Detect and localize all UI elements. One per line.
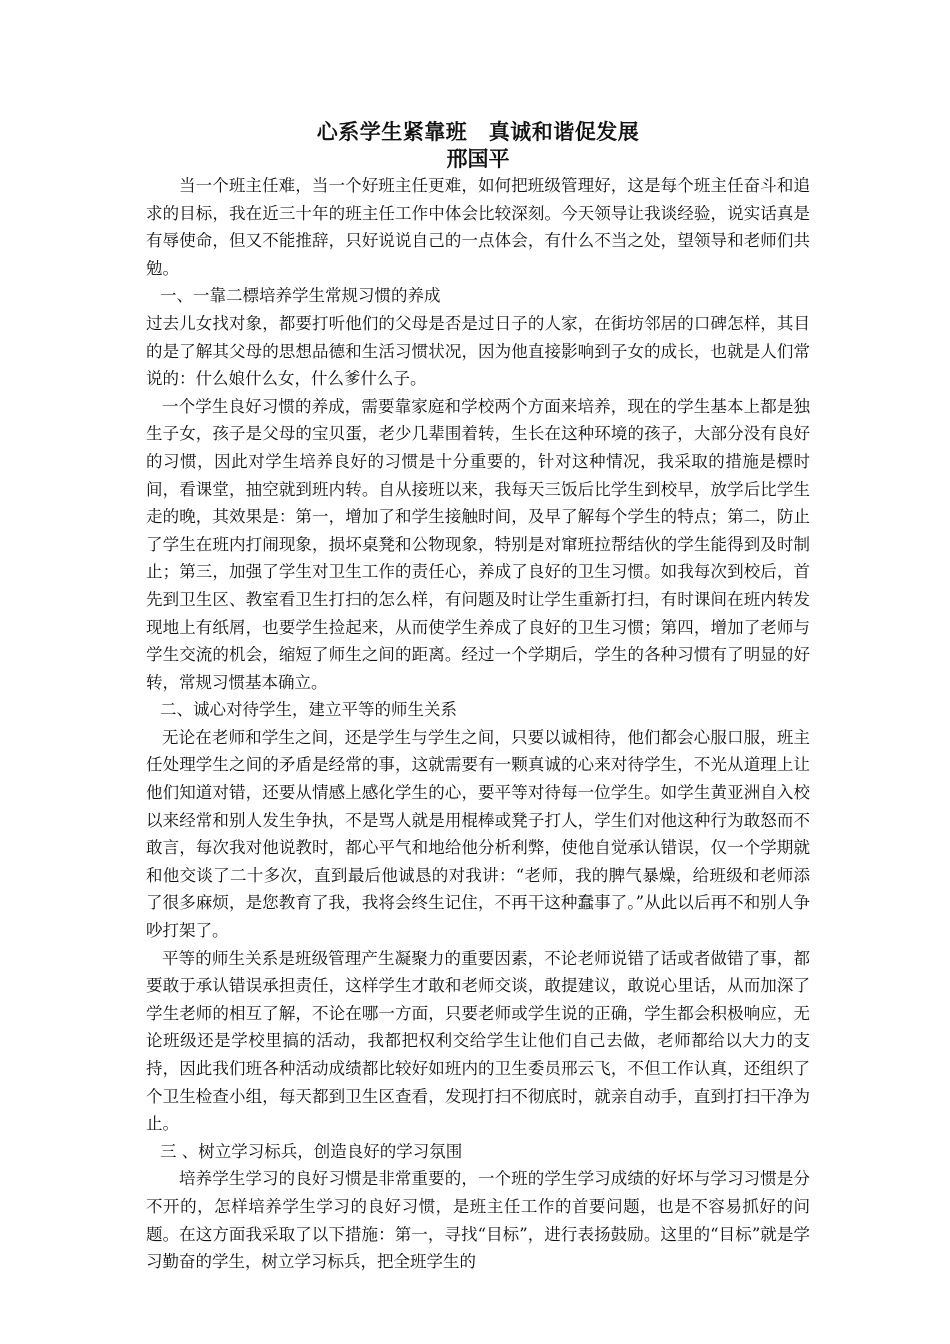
- section-1-heading: 一、一靠二標培养学生常规习惯的养成: [160, 286, 441, 306]
- section-2-heading: 二、诚心对待学生，建立平等的师生关系: [160, 700, 457, 720]
- section-1-paragraph-1: 过去儿女找对象，都要打听他们的父母是否是过日子的人家，在街坊邻居的口碑怎样，其目的是了解其父母的思想品德和生活习惯状况，因为他直接影响到子女的成长，也就是人们常说的：什么娘什么女，什么爹什么子。: [146, 313, 810, 389]
- section-2-paragraph-1: 无论在老师和学生之间，还是学生与学生之间，只要以诚相待，他们都会心服口服，班主任处理学生之间的矛盾是经常的事，这就需要有一颗真诚的心来对待学生，不光从道理上让他们知道对错，还要从情感上感化学生的心，要平等对待每一位学生。如学生黄亚洲自入校以来经常和别人发生争执，不是骂人就是用棍棒或凳子打人，学生们对他这种行为敢怒而不敢言，每次我对他说教时，都心平气和地给他分析利弊，使他自觉承认错误，仅一个学期就和他交谈了二十多次，直到最后他诚恳的对我讲：“老师，我的脾气暴燥，给班级和老师添了很多麻烦，是您教育了我，我将会终生记住，不再干这种蠢事了。”从此以后再不和别人争吵打架了。: [146, 727, 810, 941]
- section-3-heading: 三 、树立学习标兵，创造良好的学习氛围: [160, 1141, 463, 1161]
- intro-paragraph: 当一个班主任难，当一个好班主任更难，如何把班级管理好，这是每个班主任奋斗和追求的目标，我在近三十年的班主任工作中体会比较深刻。今天领导让我谈经验，说实话真是有辱使命，但又不能推辞，只好说说自己的一点体会，有什么不当之处，望领导和老师们共勉。: [146, 176, 810, 278]
- document-title: 心系学生紧靠班 真诚和谐促发展: [316, 119, 640, 144]
- section-1-paragraph-2: 一个学生良好习惯的养成，需要靠家庭和学校两个方面来培养，现在的学生基本上都是独生子女，孩子是父母的宝贝蛋，老少几辈围着转，生长在这种环境的孩子，大部分没有良好的习惯，因此对学生培养良好的习惯是十分重要的，针对这种情况，我采取的措施是標时间，看课堂，抽空就到班内转。自从接班以来，我每天三饭后比学生到校早，放学后比学生走的晚，其效果是：第一，增加了和学生接触时间，及早了解每个学生的特点；第二，防止了学生在班内打闹现象，损坏桌凳和公物现象，特别是对窜班拉帮结伙的学生能得到及时制止；第三，加强了学生对卫生工作的责任心，养成了良好的卫生习惯。如我每次到校后，首先到卫生区、教室看卫生打扫的怎么样，有问题及时让学生重新打扫，有时课间在班内转发现地上有纸屑，也要学生捡起来，从而使学生养成了良好的卫生习惯；第四，增加了老师与学生交流的机会，缩短了师生之间的距离。经过一个学期后，学生的各种习惯有了明显的好转，常规习惯基本确立。: [146, 396, 810, 692]
- document-author: 邢国平: [446, 146, 510, 171]
- document-page: [146, 118, 810, 1276]
- section-2-paragraph-2: 平等的师生关系是班级管理产生凝聚力的重要因素，不论老师说错了话或者做错了事，都要敢于承认错误承担责任，这样学生才敢和老师交谈，敢提建议，敢说心里话，从而加深了学生老师的相互了解，不论在哪一方面，只要老师或学生说的正确，学生都会积极响应，无论班级还是学校里搞的活动，我都把权利交给学生让他们自己去做，老师都给以大力的支持，因此我们班各种活动成绩都比较好如班内的卫生委员邢云飞，不但工作认真，还组织了个卫生检查小组，每天都到卫生区查看，发现打扫不彻底时，就亲自动手，直到打扫干净为止。: [146, 948, 810, 1134]
- section-3-paragraph-1: 培养学生学习的良好习惯是非常重要的，一个班的学生学习成绩的好坏与学习习惯是分不开的，怎样培养学生学习的良好习惯，是班主任工作的首要问题，也是不容易抓好的问题。在这方面我采取了以下措施：第一，寻找“目标”，进行表扬鼓励。这里的“目标”就是学习勤奋的学生，树立学习标兵，把全班学生的: [146, 1169, 810, 1272]
